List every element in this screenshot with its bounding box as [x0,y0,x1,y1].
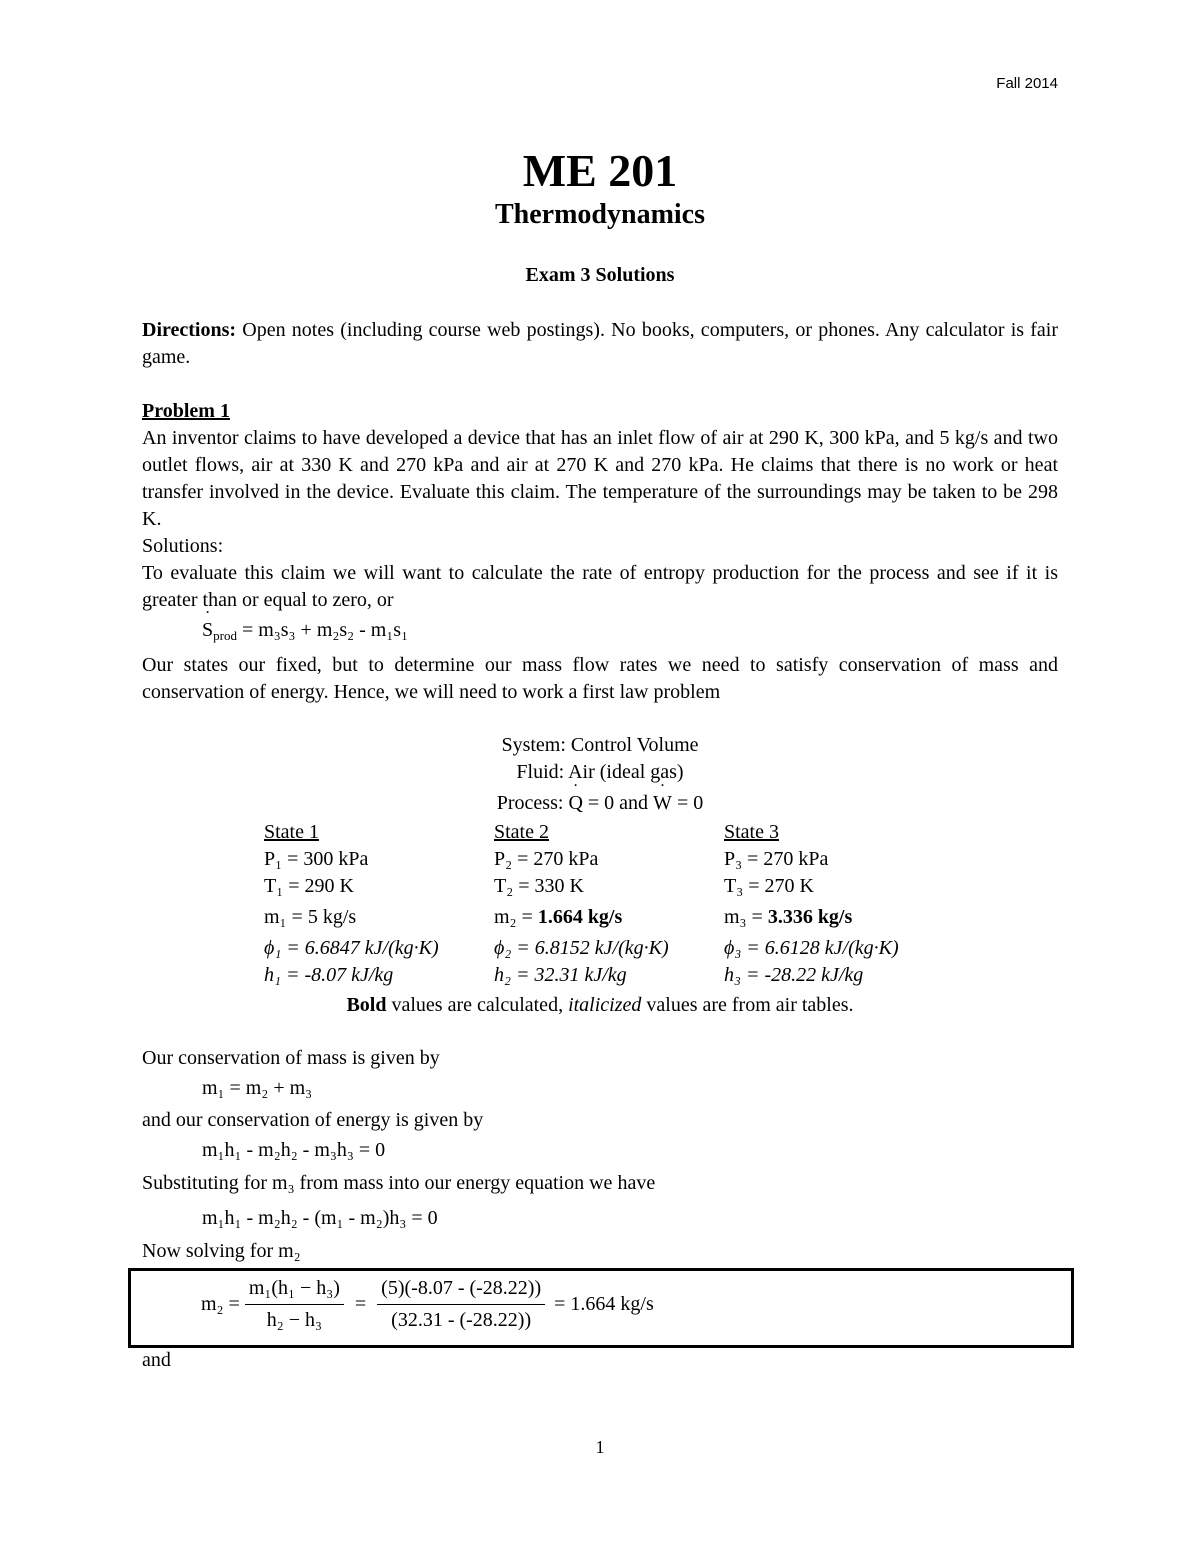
state-mass-flow: m₂ = 1.664 kg/s [494,906,623,928]
state-pressure: P₁ = 300 kPa [264,848,369,870]
state-temperature: T₃ = 270 K [724,875,814,897]
substitution-equation: m₁h₁ - m₂h₂ - (m₁ - m₂)h₃ = 0 [202,1207,438,1229]
substitution-text: Substituting for m₃ from mass into our energy equation we have [142,1172,656,1194]
process-line: Process: ˙ Q = 0 and ˙ W = 0 [0,790,1200,817]
solve-text: Now solving for m₂ [142,1240,301,1262]
state-temperature: T₂ = 330 K [494,875,584,897]
exam-title: Exam 3 Solutions [525,264,675,286]
directions-label: Directions: [142,319,237,341]
energy-equation: m₁h₁ - m₂h₂ - m₃h₃ = 0 [202,1139,386,1161]
state-pressure: P₃ = 270 kPa [724,848,829,870]
term-label: Fall 2014 [996,75,1058,92]
legend-line: Bold values are calculated, italicized values are from air tables. [346,994,854,1016]
and-text: and [142,1349,171,1371]
state-enthalpy: h₂ = 32.31 kJ/kg [494,964,627,986]
state-3-column [724,819,954,989]
state-2-column [494,819,724,989]
problem-statement: An inventor claims to have developed a device that has an inlet flow of air at 290 K, 300 kPa, and 5 kg/s and two outlet flows, air at 330 K and 270 kPa and air at 270 K and 270 kPa. He claims that there is no work or heat transfer involved in the device. Evaluate this claim. The temperature of the surroundings may be taken to be 298 K. [142,427,1058,530]
state-1-column [264,819,494,989]
entropy-equation: ˙ $S_{prod} = m_3s_3 + m_2s_2 - m_1s_1$ [202,617,408,644]
box-fraction-numeric: $\frac{(5)(-8.07 - (-28.22))}{(32.31 - (-28.22))}$ [377,1275,545,1334]
state-mass-flow: m₃ = 3.336 kg/s [724,906,853,928]
solutions-label: Solutions: [142,535,224,557]
state-phi: ϕ₁ = 6.6847 kJ/(kg·K) [264,937,439,959]
problem-heading: Problem 1 [142,400,230,422]
states-text: Our states our fixed, but to determine our mass flow rates we need to satisfy conservation of mass and conservation of energy. Hence, we will need to work a first law problem [142,654,1058,703]
box-fraction-symbolic: $\frac{\text{m₁(h₁ − h₃)}}{\text{h₂ − h₃}}$ [245,1275,344,1334]
state-heading: State 3 [724,821,779,843]
directions-text: Open notes (including course web postings). No books, computers, or phones. Any calculator is fair game. [142,319,1058,368]
state-temperature: T₁ = 290 K [264,875,354,897]
state-pressure: P₂ = 270 kPa [494,848,599,870]
state-mass-flow: m₁ = 5 kg/s [264,906,357,928]
state-enthalpy: h₁ = -8.07 kJ/kg [264,964,394,986]
state-heading: State 1 [264,821,319,843]
boxed-result-equation: m₂ = $\frac{\text{m₁(h₁ − h₃)}}{\text{h₂ − h₃}}$ = $\frac{(5)(-8.07 - (-28.22))}{(32.31 - (-28.22))}$ = 1.664 kg/s [128,1268,1074,1348]
box-lhs: m₂ = [201,1293,240,1315]
state-phi: ϕ₃ = 6.6128 kJ/(kg·K) [724,937,899,959]
course-subtitle: Thermodynamics [495,199,705,230]
mass-equation: m₁ = m₂ + m₃ [202,1077,313,1099]
course-title: ME 201 [522,145,678,196]
page-number: 1 [595,1437,605,1457]
state-heading: State 2 [494,821,549,843]
state-phi: ϕ₂ = 6.8152 kJ/(kg·K) [494,937,669,959]
state-enthalpy: h₃ = -28.22 kJ/kg [724,964,864,986]
solution-intro: To evaluate this claim we will want to calculate the rate of entropy production for the process and see if it is greater than or equal to zero, or [142,562,1058,611]
system-line: System: Control Volume [501,734,699,756]
energy-text: and our conservation of energy is given by [142,1109,484,1131]
directions [142,317,1058,371]
box-result: = 1.664 kg/s [554,1293,654,1315]
mass-text: Our conservation of mass is given by [142,1047,440,1069]
fluid-line: Fluid: Air (ideal gas) [516,761,684,783]
